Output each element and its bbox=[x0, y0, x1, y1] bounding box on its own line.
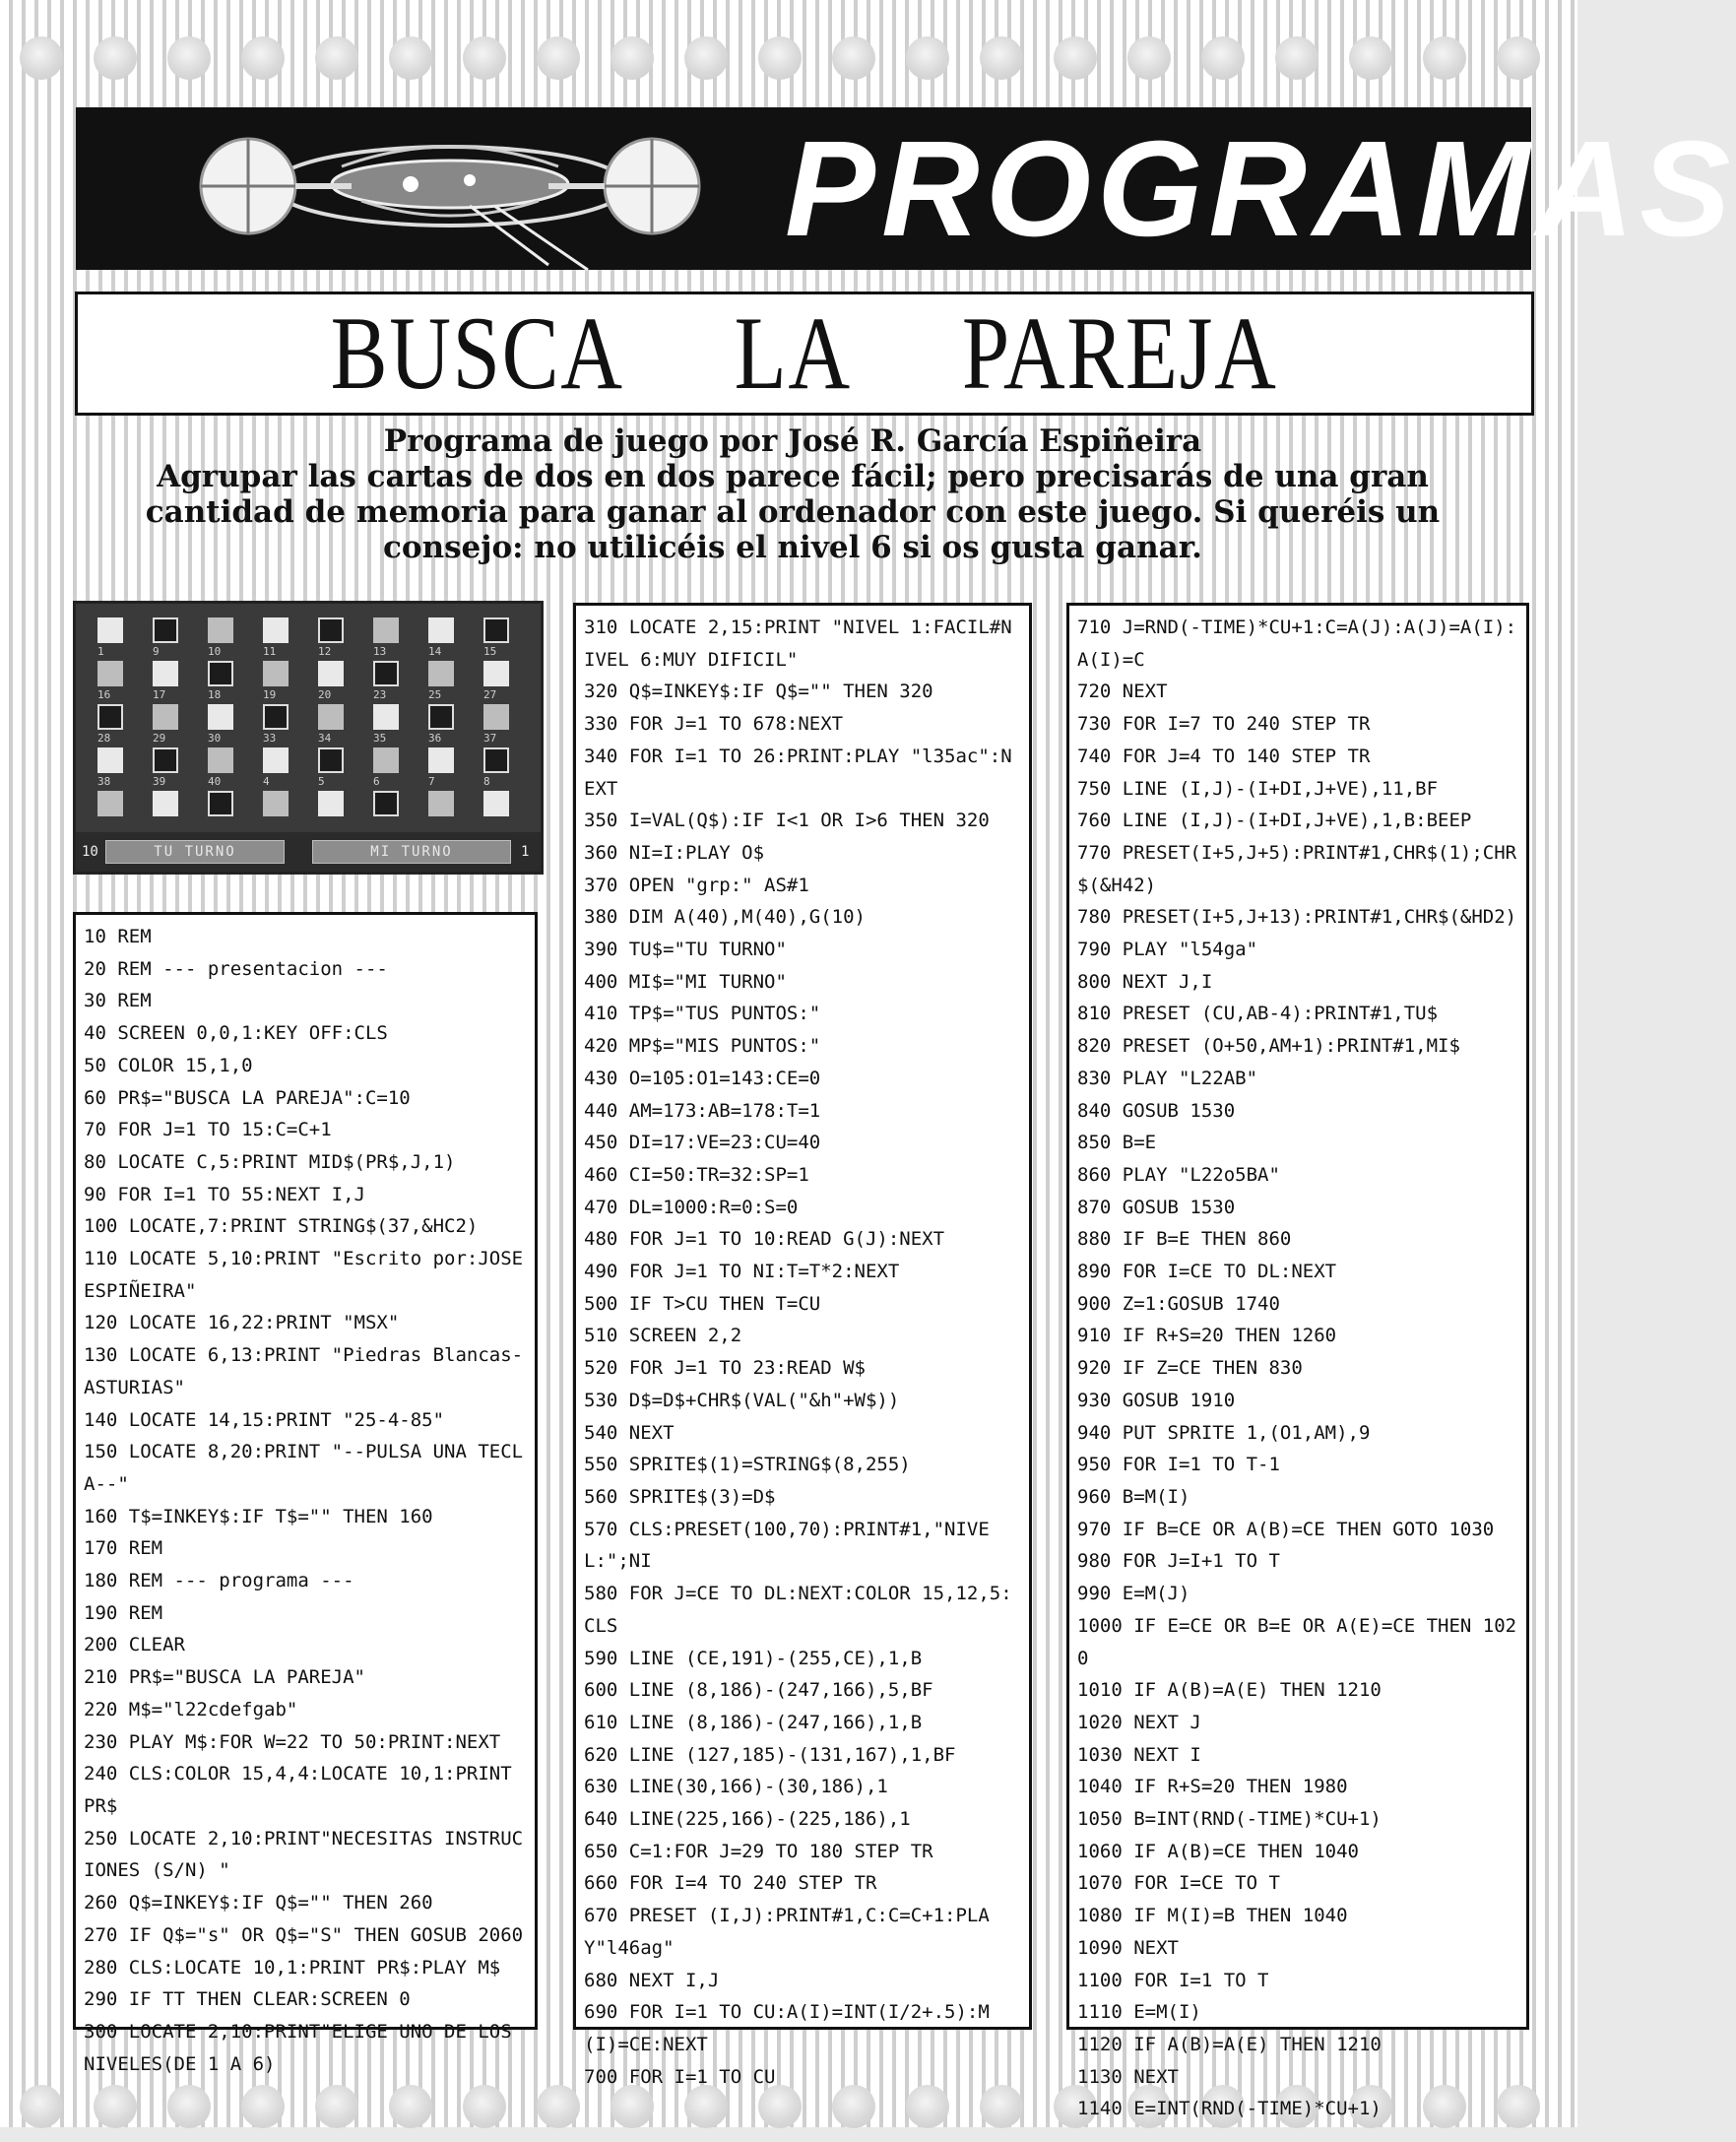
code-line: 1070 FOR I=CE TO T bbox=[1077, 1872, 1280, 1895]
tu-turno-box: TU TURNO bbox=[105, 840, 285, 864]
card-number: 16 bbox=[97, 688, 111, 701]
decorative-dot bbox=[167, 36, 211, 80]
program-title: BUSCA LA PAREJA bbox=[331, 295, 1278, 411]
decorative-dot bbox=[20, 2085, 63, 2128]
code-line: 380 DIM A(40),M(40),G(10) bbox=[584, 906, 866, 929]
right-score: 1 bbox=[521, 844, 530, 860]
code-line: 410 TP$="TUS PUNTOS:" bbox=[584, 1003, 821, 1025]
program-title-box bbox=[75, 292, 1534, 416]
code-line: 1010 IF A(B)=A(E) THEN 1210 bbox=[1077, 1679, 1382, 1702]
code-line: 820 PRESET (O+50,AM+1):PRINT#1,MI$ bbox=[1077, 1035, 1460, 1058]
code-line: 800 NEXT J,I bbox=[1077, 970, 1213, 993]
card-number: 6 bbox=[373, 775, 380, 788]
code-line: 40 SCREEN 0,0,1:KEY OFF:CLS bbox=[84, 1022, 388, 1045]
code-line: 1120 IF A(B)=A(E) THEN 1210 bbox=[1077, 2033, 1382, 2055]
decorative-dot bbox=[241, 36, 285, 80]
listing-column-2 bbox=[573, 603, 1032, 2088]
card-tile bbox=[263, 791, 289, 816]
game-screenshot bbox=[73, 601, 544, 875]
code-line: 100 LOCATE,7:PRINT STRING$(37,&HC2) bbox=[84, 1215, 479, 1238]
decorative-dot bbox=[167, 2085, 211, 2128]
card-tile bbox=[428, 704, 454, 730]
code-line: 830 PLAY "L22AB" bbox=[1077, 1067, 1258, 1089]
code-line: 990 E=M(J) bbox=[1077, 1583, 1190, 1605]
code-line: 90 FOR I=1 TO 55:NEXT I,J bbox=[84, 1183, 365, 1205]
card-number: 12 bbox=[318, 645, 332, 658]
code-line: 390 TU$="TU TURNO" bbox=[584, 939, 787, 961]
card-tile bbox=[483, 747, 509, 773]
code-line: 440 AM=173:AB=178:T=1 bbox=[584, 1099, 821, 1122]
spaceship-icon bbox=[145, 107, 736, 270]
card-number: 10 bbox=[208, 645, 222, 658]
decorative-dot bbox=[1275, 36, 1318, 80]
code-line: 1130 NEXT bbox=[1077, 2065, 1179, 2088]
code-line: 450 DI=17:VE=23:CU=40 bbox=[584, 1132, 821, 1154]
card-tile bbox=[428, 617, 454, 643]
card-tile bbox=[483, 661, 509, 686]
code-line: 30 REM bbox=[84, 990, 152, 1012]
code-line: 60 PR$="BUSCA LA PAREJA":C=10 bbox=[84, 1086, 411, 1109]
card-number: 40 bbox=[208, 775, 222, 788]
code-line: 320 Q$=INKEY$:IF Q$="" THEN 320 bbox=[584, 681, 933, 703]
code-line: 780 PRESET(I+5,J+13):PRINT#1,CHR$(&HD2) bbox=[1077, 906, 1517, 929]
card-number: 36 bbox=[428, 732, 442, 745]
card-tile bbox=[97, 661, 123, 686]
card-number: 4 bbox=[263, 775, 270, 788]
card-number: 28 bbox=[97, 732, 111, 745]
code-line: 260 Q$=INKEY$:IF Q$="" THEN 260 bbox=[84, 1892, 433, 1915]
code-line: 1000 IF E=CE OR B=E OR A(E)=CE THEN 1020 bbox=[1077, 1614, 1517, 1669]
card-number: 27 bbox=[483, 688, 497, 701]
blurb: Agrupar las cartas de dos en dos parece fácil; pero precisarás de una gran cantidad de memoria para ganar al ordenador con este juego. Si queréis un consejo: no utilicéis el nivel 6 si os gusta ganar. bbox=[145, 459, 1441, 565]
decorative-dot bbox=[832, 36, 875, 80]
code-line: 310 LOCATE 2,15:PRINT "NIVEL 1:FACIL#NIVEL 6:MUY DIFICIL" bbox=[584, 617, 1012, 671]
card-tile bbox=[318, 661, 344, 686]
code-line: 670 PRESET (I,J):PRINT#1,C:C=C+1:PLAY"l46ag" bbox=[584, 1905, 990, 1959]
code-line: 420 MP$="MIS PUNTOS:" bbox=[584, 1035, 821, 1058]
code-line: 980 FOR J=I+1 TO T bbox=[1077, 1550, 1280, 1573]
code-line: 550 SPRITE$(1)=STRING$(8,255) bbox=[584, 1454, 911, 1476]
decorative-dot bbox=[389, 2085, 432, 2128]
code-line: 50 COLOR 15,1,0 bbox=[84, 1054, 253, 1076]
code-line: 400 MI$="MI TURNO" bbox=[584, 970, 787, 993]
card-number: 25 bbox=[428, 688, 442, 701]
code-line: 610 LINE (8,186)-(247,166),1,B bbox=[584, 1711, 923, 1733]
intro-text bbox=[108, 423, 1477, 565]
code-line: 890 FOR I=CE TO DL:NEXT bbox=[1077, 1261, 1337, 1283]
card-tile bbox=[428, 747, 454, 773]
code-line: 460 CI=50:TR=32:SP=1 bbox=[584, 1163, 809, 1186]
code-line: 920 IF Z=CE THEN 830 bbox=[1077, 1357, 1303, 1380]
card-tile bbox=[318, 704, 344, 730]
card-tile bbox=[97, 617, 123, 643]
code-line: 1140 E=INT(RND(-TIME)*CU+1) bbox=[1077, 2098, 1382, 2120]
code-line: 430 O=105:O1=143:CE=0 bbox=[584, 1067, 821, 1089]
code-line: 650 C=1:FOR J=29 TO 180 STEP TR bbox=[584, 1840, 933, 1862]
code-line: 600 LINE (8,186)-(247,166),5,BF bbox=[584, 1679, 933, 1702]
decorative-dot bbox=[94, 2085, 137, 2128]
code-line: 300 LOCATE 2,10:PRINT"ELIGE UNO DE LOS NIVELES(DE 1 A 6) bbox=[84, 2020, 524, 2075]
card-number: 13 bbox=[373, 645, 387, 658]
code-line: 540 NEXT bbox=[584, 1421, 675, 1444]
decorative-dot bbox=[315, 36, 358, 80]
code-line: 950 FOR I=1 TO T-1 bbox=[1077, 1454, 1280, 1476]
code-line: 110 LOCATE 5,10:PRINT "Escrito por:JOSE ESPIÑEIRA" bbox=[84, 1248, 535, 1302]
code-line: 330 FOR J=1 TO 678:NEXT bbox=[584, 713, 844, 736]
card-number: 9 bbox=[153, 645, 160, 658]
left-score: 10 bbox=[82, 844, 98, 860]
card-tile bbox=[153, 704, 178, 730]
decorative-dot bbox=[94, 36, 137, 80]
code-line: 560 SPRITE$(3)=D$ bbox=[584, 1485, 776, 1508]
code-line: 910 IF R+S=20 THEN 1260 bbox=[1077, 1325, 1337, 1347]
code-line: 150 LOCATE 8,20:PRINT "--PULSA UNA TECLA--" bbox=[84, 1441, 524, 1495]
code-line: 1040 IF R+S=20 THEN 1980 bbox=[1077, 1776, 1348, 1798]
code-line: 520 FOR J=1 TO 23:READ W$ bbox=[584, 1357, 866, 1380]
byline: Programa de juego por José R. García Espiñeira bbox=[383, 423, 1202, 459]
code-line: 740 FOR J=4 TO 140 STEP TR bbox=[1077, 745, 1371, 767]
code-line: 170 REM bbox=[84, 1537, 163, 1560]
card-tile bbox=[373, 661, 399, 686]
card-number: 1 bbox=[97, 645, 104, 658]
code-line: 140 LOCATE 14,15:PRINT "25-4-85" bbox=[84, 1408, 445, 1431]
code-line: 10 REM bbox=[84, 926, 152, 947]
code-line: 1080 IF M(I)=B THEN 1040 bbox=[1077, 1905, 1348, 1927]
decorative-dot bbox=[1497, 36, 1540, 80]
code-line: 360 NI=I:PLAY O$ bbox=[584, 841, 765, 864]
code-line: 240 CLS:COLOR 15,4,4:LOCATE 10,1:PRINT PR$ bbox=[84, 1763, 524, 1817]
card-number: 33 bbox=[263, 732, 277, 745]
decorative-dot bbox=[980, 36, 1023, 80]
code-line: 970 IF B=CE OR A(B)=CE THEN GOTO 1030 bbox=[1077, 1518, 1495, 1540]
decorative-dot bbox=[906, 36, 949, 80]
decorative-dot bbox=[241, 2085, 285, 2128]
card-tile bbox=[208, 747, 233, 773]
code-line: 370 OPEN "grp:" AS#1 bbox=[584, 874, 809, 896]
card-number: 17 bbox=[153, 688, 166, 701]
code-line: 700 FOR I=1 TO CU bbox=[584, 2065, 776, 2088]
code-line: 220 M$="l22cdefgab" bbox=[84, 1698, 298, 1720]
code-line: 680 NEXT I,J bbox=[584, 1969, 720, 1991]
code-line: 1100 FOR I=1 TO T bbox=[1077, 1969, 1269, 1991]
code-line: 480 FOR J=1 TO 10:READ G(J):NEXT bbox=[584, 1228, 945, 1251]
code-line: 660 FOR I=4 TO 240 STEP TR bbox=[584, 1872, 877, 1895]
code-line: 1050 B=INT(RND(-TIME)*CU+1) bbox=[1077, 1808, 1382, 1831]
card-tile bbox=[153, 747, 178, 773]
card-number: 15 bbox=[483, 645, 497, 658]
code-line: 730 FOR I=7 TO 240 STEP TR bbox=[1077, 713, 1371, 736]
code-line: 1020 NEXT J bbox=[1077, 1711, 1201, 1733]
code-line: 20 REM --- presentacion --- bbox=[84, 957, 388, 980]
code-line: 280 CLS:LOCATE 10,1:PRINT PR$:PLAY M$ bbox=[84, 1956, 501, 1979]
code-line: 880 IF B=E THEN 860 bbox=[1077, 1228, 1292, 1251]
code-line: 1030 NEXT I bbox=[1077, 1743, 1201, 1766]
card-tile bbox=[483, 791, 509, 816]
code-line: 860 PLAY "L22o5BA" bbox=[1077, 1163, 1280, 1186]
card-tile bbox=[97, 791, 123, 816]
card-number: 5 bbox=[318, 775, 325, 788]
code-line: 810 PRESET (CU,AB-4):PRINT#1,TU$ bbox=[1077, 1003, 1439, 1025]
code-line: 1090 NEXT bbox=[1077, 1936, 1179, 1959]
card-tile bbox=[263, 617, 289, 643]
banner-title: PROGRAMAS bbox=[785, 113, 1736, 265]
code-line: 70 FOR J=1 TO 15:C=C+1 bbox=[84, 1119, 332, 1141]
card-number: 30 bbox=[208, 732, 222, 745]
card-tile bbox=[428, 791, 454, 816]
card-tile bbox=[208, 617, 233, 643]
code-line: 180 REM --- programa --- bbox=[84, 1570, 354, 1592]
code-line: 1110 E=M(I) bbox=[1077, 2001, 1201, 2024]
code-line: 720 NEXT bbox=[1077, 681, 1168, 703]
code-line: 630 LINE(30,166)-(30,186),1 bbox=[584, 1776, 888, 1798]
card-tile bbox=[483, 617, 509, 643]
card-tile bbox=[153, 791, 178, 816]
code-line: 120 LOCATE 16,22:PRINT "MSX" bbox=[84, 1312, 400, 1334]
card-tile bbox=[208, 661, 233, 686]
code-line: 750 LINE (I,J)-(I+DI,J+VE),11,BF bbox=[1077, 777, 1439, 800]
turn-status-bar bbox=[76, 832, 541, 872]
card-number: 14 bbox=[428, 645, 442, 658]
code-line: 130 LOCATE 6,13:PRINT "Piedras Blancas-ASTURIAS" bbox=[84, 1344, 524, 1398]
code-line: 1060 IF A(B)=CE THEN 1040 bbox=[1077, 1840, 1359, 1862]
code-line: 230 PLAY M$:FOR W=22 TO 50:PRINT:NEXT bbox=[84, 1730, 501, 1753]
listing-column-1 bbox=[73, 912, 538, 2075]
code-line: 760 LINE (I,J)-(I+DI,J+VE),1,B:BEEP bbox=[1077, 810, 1472, 832]
card-tile bbox=[153, 661, 178, 686]
decorative-dot bbox=[1201, 36, 1245, 80]
decorative-dot bbox=[758, 36, 802, 80]
code-line: 940 PUT SPRITE 1,(O1,AM),9 bbox=[1077, 1421, 1371, 1444]
card-number: 37 bbox=[483, 732, 497, 745]
code-line: 80 LOCATE C,5:PRINT MID$(PR$,J,1) bbox=[84, 1150, 456, 1173]
code-line: 490 FOR J=1 TO NI:T=T*2:NEXT bbox=[584, 1261, 900, 1283]
code-line: 930 GOSUB 1910 bbox=[1077, 1389, 1236, 1411]
decorative-dot bbox=[315, 2085, 358, 2128]
card-number: 11 bbox=[263, 645, 277, 658]
card-number: 19 bbox=[263, 688, 277, 701]
code-line: 500 IF T>CU THEN T=CU bbox=[584, 1292, 821, 1315]
card-number: 39 bbox=[153, 775, 166, 788]
decorative-dot bbox=[389, 36, 432, 80]
code-line: 250 LOCATE 2,10:PRINT"NECESITAS INSTRUCIONES (S/N) " bbox=[84, 1827, 524, 1882]
code-line: 770 PRESET(I+5,J+5):PRINT#1,CHR$(1);CHR$(&H42) bbox=[1077, 841, 1517, 896]
code-line: 590 LINE (CE,191)-(255,CE),1,B bbox=[584, 1647, 923, 1669]
card-tile bbox=[97, 747, 123, 773]
decorative-dot bbox=[1127, 36, 1171, 80]
card-number: 20 bbox=[318, 688, 332, 701]
code-line: 960 B=M(I) bbox=[1077, 1485, 1190, 1508]
card-tile bbox=[318, 791, 344, 816]
card-tile bbox=[318, 617, 344, 643]
card-tile bbox=[263, 704, 289, 730]
card-tile bbox=[318, 747, 344, 773]
decorative-dot bbox=[684, 36, 728, 80]
decorative-dot bbox=[537, 2085, 580, 2128]
code-line: 340 FOR I=1 TO 26:PRINT:PLAY "l35ac":NEXT bbox=[584, 745, 1012, 800]
code-line: 470 DL=1000:R=0:S=0 bbox=[584, 1196, 799, 1218]
listing-column-3 bbox=[1066, 603, 1529, 2120]
card-tile bbox=[263, 747, 289, 773]
code-line: 900 Z=1:GOSUB 1740 bbox=[1077, 1292, 1280, 1315]
code-line: 290 IF TT THEN CLEAR:SCREEN 0 bbox=[84, 1988, 411, 2011]
decorative-dot bbox=[537, 36, 580, 80]
code-line: 270 IF Q$="s" OR Q$="S" THEN GOSUB 2060 bbox=[84, 1923, 524, 1946]
code-line: 620 LINE (127,185)-(131,167),1,BF bbox=[584, 1743, 956, 1766]
card-tile bbox=[373, 704, 399, 730]
code-line: 350 I=VAL(Q$):IF I<1 OR I>6 THEN 320 bbox=[584, 810, 990, 832]
card-number: 35 bbox=[373, 732, 387, 745]
card-number: 23 bbox=[373, 688, 387, 701]
card-tile bbox=[153, 617, 178, 643]
code-line: 690 FOR I=1 TO CU:A(I)=INT(I/2+.5):M(I)=CE:NEXT bbox=[584, 2001, 990, 2055]
code-line: 580 FOR J=CE TO DL:NEXT:COLOR 15,12,5:CLS bbox=[584, 1583, 1012, 1637]
decorative-dots-top bbox=[0, 25, 1577, 94]
code-line: 870 GOSUB 1530 bbox=[1077, 1196, 1236, 1218]
code-line: 190 REM bbox=[84, 1601, 163, 1624]
decorative-dot bbox=[1349, 36, 1392, 80]
code-line: 710 J=RND(-TIME)*CU+1:C=A(J):A(J)=A(I):A(I)=C bbox=[1077, 617, 1517, 671]
decorative-dot bbox=[611, 36, 654, 80]
card-tile bbox=[373, 747, 399, 773]
card-number: 38 bbox=[97, 775, 111, 788]
card-tile bbox=[373, 617, 399, 643]
code-line: 200 CLEAR bbox=[84, 1634, 185, 1656]
decorative-dot bbox=[463, 2085, 506, 2128]
decorative-dot bbox=[1054, 36, 1097, 80]
decorative-dot bbox=[1423, 36, 1466, 80]
card-number: 29 bbox=[153, 732, 166, 745]
code-line: 530 D$=D$+CHR$(VAL("&h"+W$)) bbox=[584, 1389, 900, 1411]
card-tile bbox=[97, 704, 123, 730]
code-line: 210 PR$="BUSCA LA PAREJA" bbox=[84, 1666, 365, 1689]
card-tile bbox=[263, 661, 289, 686]
card-tile bbox=[208, 704, 233, 730]
decorative-dot bbox=[20, 36, 63, 80]
code-line: 160 T$=INKEY$:IF T$="" THEN 160 bbox=[84, 1505, 433, 1527]
card-number: 7 bbox=[428, 775, 435, 788]
decorative-dot bbox=[463, 36, 506, 80]
code-line: 570 CLS:PRESET(100,70):PRINT#1,"NIVEL:";NI bbox=[584, 1518, 990, 1573]
card-tile bbox=[483, 704, 509, 730]
code-line: 840 GOSUB 1530 bbox=[1077, 1099, 1236, 1122]
card-number: 8 bbox=[483, 775, 490, 788]
code-line: 850 B=E bbox=[1077, 1132, 1157, 1154]
mi-turno-box: MI TURNO bbox=[312, 840, 511, 864]
card-number: 34 bbox=[318, 732, 332, 745]
code-line: 510 SCREEN 2,2 bbox=[584, 1325, 742, 1347]
code-line: 790 PLAY "l54ga" bbox=[1077, 939, 1258, 961]
card-tile bbox=[208, 791, 233, 816]
card-tile bbox=[373, 791, 399, 816]
card-tile bbox=[428, 661, 454, 686]
card-number: 18 bbox=[208, 688, 222, 701]
programas-banner bbox=[76, 107, 1736, 270]
code-line: 640 LINE(225,166)-(225,186),1 bbox=[584, 1808, 911, 1831]
